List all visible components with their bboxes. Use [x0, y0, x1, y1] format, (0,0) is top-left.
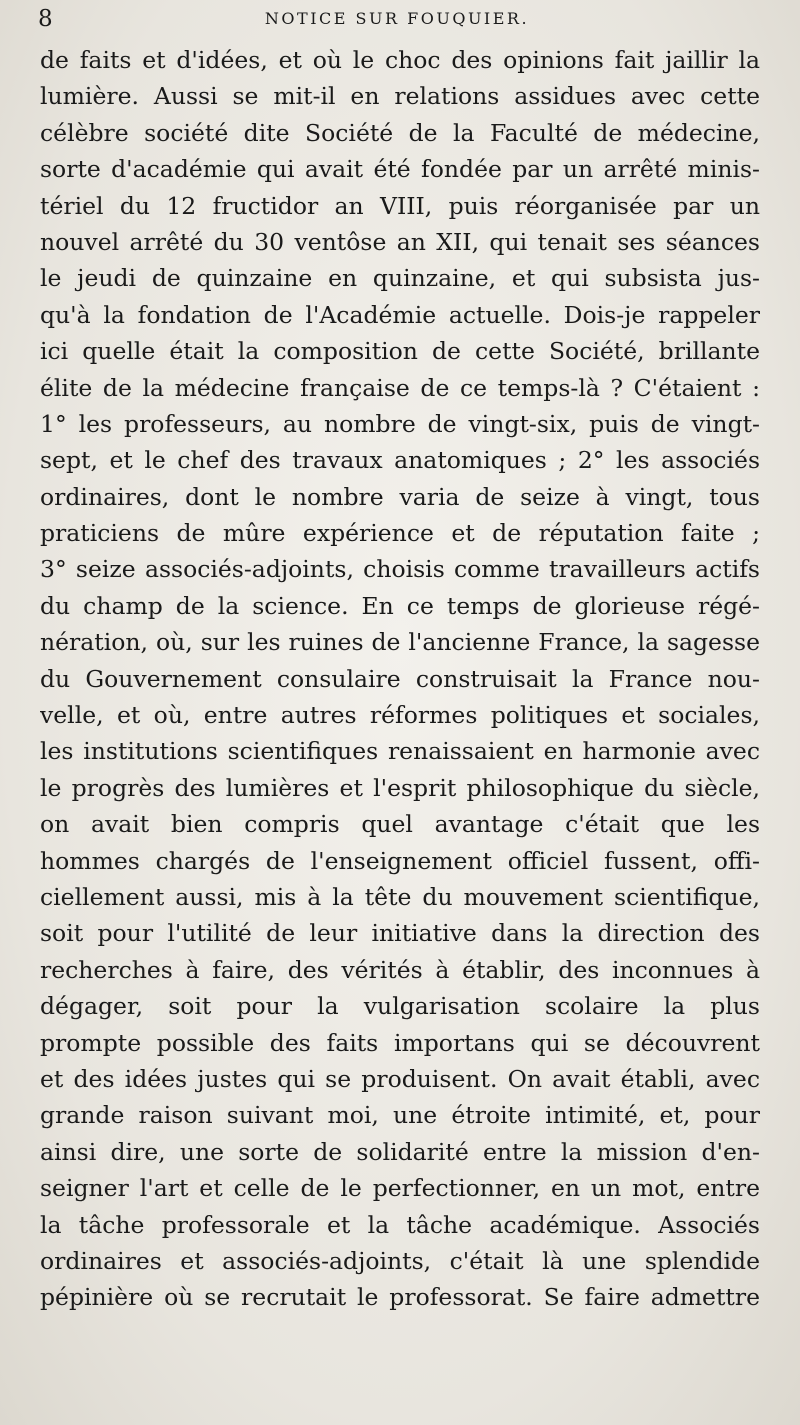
text-line: grande raison suivant moi, une étroite intimité, et, pour	[40, 1101, 760, 1130]
page-header	[38, 4, 756, 34]
text-line: le progrès des lumières et l'esprit philosophique du siècle,	[40, 773, 760, 802]
text-line: velle, et où, entre autres réformes politiques et sociales,	[40, 701, 760, 730]
text-line: sept, et le chef des travaux anatomiques ; 2° les associés	[40, 446, 760, 475]
text-line: prompte possible des faits importans qui se découvrent	[40, 1028, 760, 1057]
text-line: du Gouvernement consulaire construisait la France nou-	[40, 664, 760, 693]
text-line: 1° les professeurs, au nombre de vingt-six, puis de vingt-	[40, 409, 760, 438]
text-line: recherches à faire, des vérités à établir, des inconnues à	[40, 955, 760, 984]
text-line: ici quelle était la composition de cette Société, brillante	[40, 337, 760, 366]
text-line: nouvel arrêté du 30 ventôse an XII, qui tenait ses séances	[40, 227, 760, 256]
text-line: tériel du 12 fructidor an VIII, puis réorganisée par un	[40, 191, 760, 220]
text-line: 3° seize associés-adjoints, choisis comme travailleurs actifs	[40, 555, 760, 584]
text-line: lumière. Aussi se mit-il en relations assidues avec cette	[40, 82, 760, 111]
text-line: de faits et d'idées, et où le choc des opinions fait jaillir la	[40, 46, 760, 74]
text-line: sorte d'académie qui avait été fondée par un arrêté minis-	[40, 155, 760, 184]
text-line: dégager, soit pour la vulgarisation scolaire la plus	[40, 992, 760, 1021]
text-line: célèbre société dite Société de la Faculté de médecine,	[40, 118, 760, 147]
text-line: et des idées justes qui se produisent. On avait établi, avec	[40, 1064, 760, 1093]
text-line: praticiens de mûre expérience et de réputation faite ;	[40, 519, 760, 548]
text-line: hommes chargés de l'enseignement officiel fussent, offi-	[40, 846, 760, 875]
text-line: ciellement aussi, mis à la tête du mouvement scientifique,	[40, 882, 760, 911]
page-number: 8	[38, 6, 53, 32]
text-line: du champ de la science. En ce temps de glorieuse régé-	[40, 591, 760, 620]
text-line: seigner l'art et celle de le perfectionner, en un mot, entre	[40, 1174, 760, 1203]
text-line: les institutions scientifiques renaissaient en harmonie avec	[40, 737, 760, 766]
text-line: on avait bien compris quel avantage c'était que les	[40, 810, 760, 839]
body-text	[40, 42, 760, 1316]
text-line: la tâche professorale et la tâche académique. Associés	[40, 1210, 760, 1239]
text-line: élite de la médecine française de ce temps-là ? C'étaient :	[40, 373, 760, 402]
running-head: NOTICE SUR FOUQUIER.	[264, 9, 530, 28]
text-line: le jeudi de quinzaine en quinzaine, et qui subsista jus-	[40, 264, 760, 293]
text-line: soit pour l'utilité de leur initiative dans la direction des	[40, 919, 760, 948]
text-line: ordinaires et associés-adjoints, c'était là une splendide	[40, 1246, 760, 1275]
text-line: qu'à la fondation de l'Académie actuelle. Dois-je rappeler	[40, 300, 760, 329]
text-line: ainsi dire, une sorte de solidarité entre la mission d'en-	[40, 1137, 760, 1166]
text-line: nération, où, sur les ruines de l'ancienne France, la sagesse	[40, 628, 760, 657]
text-line: pépinière où se recrutait le professorat. Se faire admettre	[40, 1283, 760, 1312]
text-line: ordinaires, dont le nombre varia de seize à vingt, tous	[40, 482, 760, 511]
